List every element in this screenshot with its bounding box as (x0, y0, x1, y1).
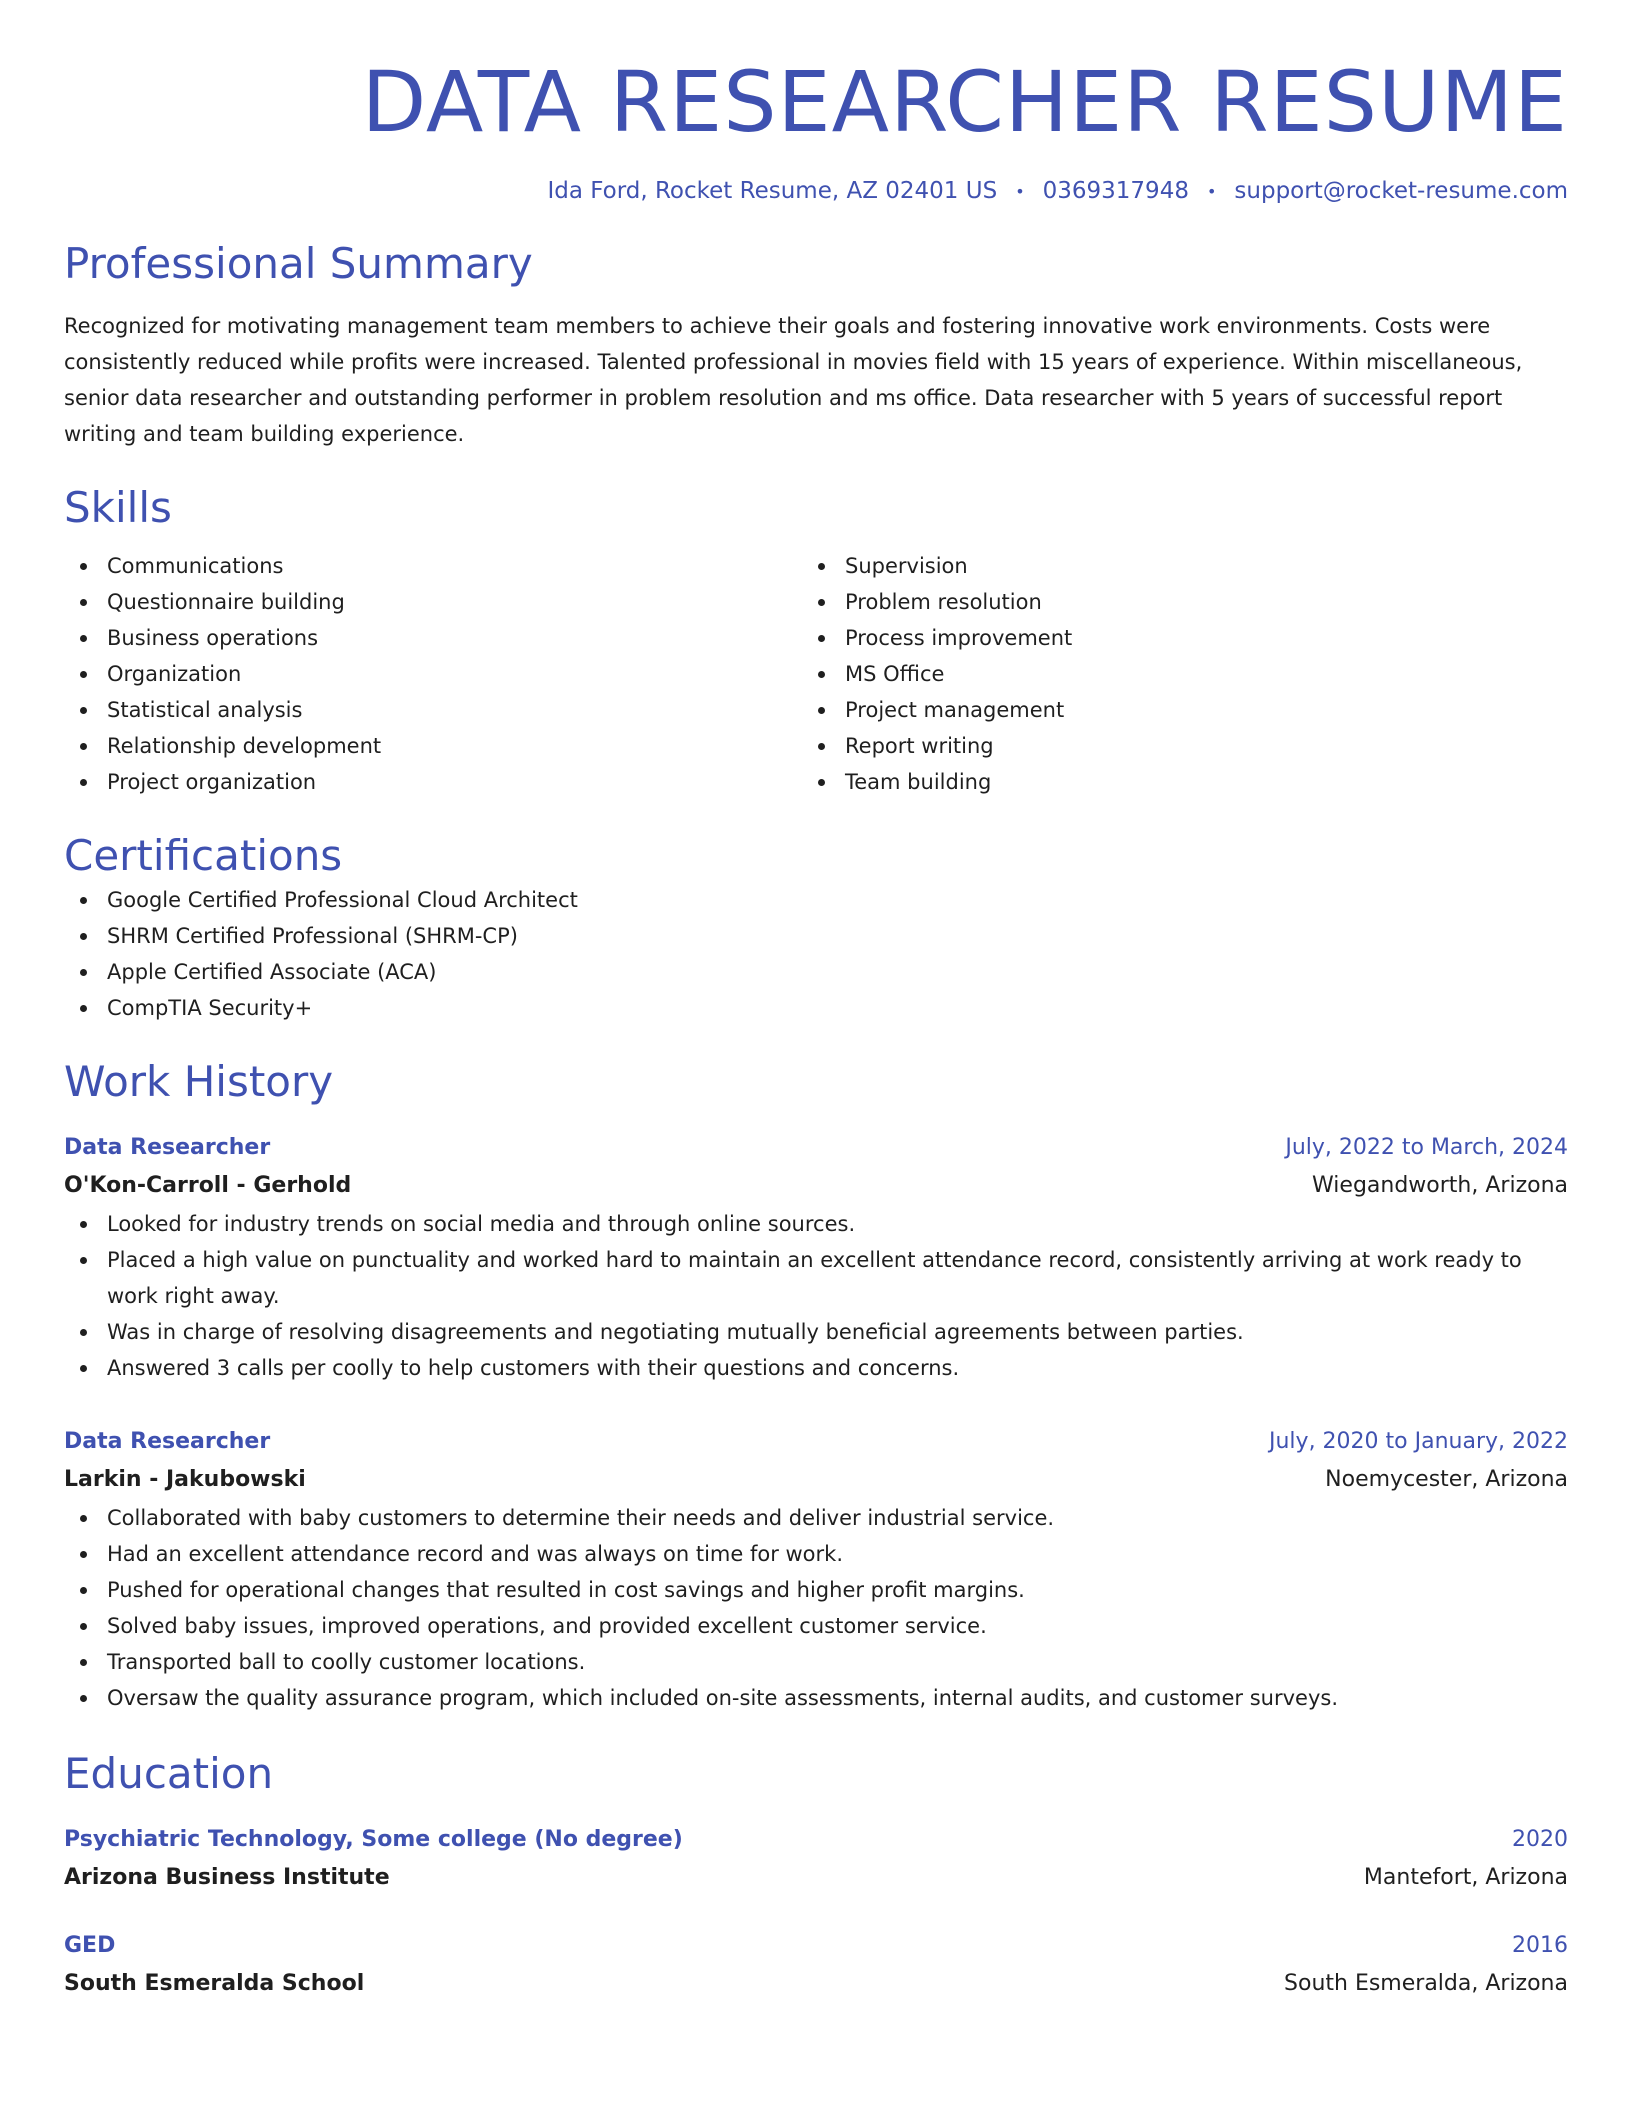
job-dates: July, 2020 to January, 2022 (1269, 1429, 1568, 1454)
job-bullet: Collaborated with baby customers to determine their needs and deliver industrial service. (64, 1500, 1568, 1536)
education-degree: GED (64, 1933, 116, 1958)
skill-item: Communications (64, 548, 802, 584)
certification-item: SHRM Certified Professional (SHRM-CP) (64, 918, 1568, 954)
job-bullet: Answered 3 calls per coolly to help customers with their questions and concerns. (64, 1350, 1568, 1386)
job-company: Larkin - Jakubowski (64, 1467, 306, 1492)
certification-item: CompTIA Security+ (64, 990, 1568, 1026)
education-heading: Education (64, 1749, 274, 1798)
education-school-row (64, 1858, 1568, 1898)
contact-line (64, 178, 1568, 204)
summary-heading: Professional Summary (64, 239, 533, 288)
job-company-row (64, 1166, 1568, 1206)
skill-item: Project management (802, 692, 1540, 728)
education-location: South Esmeralda, Arizona (1284, 1971, 1568, 1996)
education-header-row (64, 1822, 1568, 1858)
education-degree: Psychiatric Technology, Some college (No degree) (64, 1827, 683, 1852)
skill-item: Organization (64, 656, 802, 692)
job-location: Wiegandworth, Arizona (1312, 1173, 1568, 1198)
job-role: Data Researcher (64, 1429, 271, 1454)
job-header-row (64, 1130, 1568, 1166)
education-year: 2016 (1512, 1933, 1568, 1958)
skill-item: Process improvement (802, 620, 1540, 656)
job-bullet: Placed a high value on punctuality and worked hard to maintain an excellent attendance record, consistently arriving at work ready to work right away. (64, 1242, 1568, 1314)
certification-item: Google Certified Professional Cloud Architect (64, 882, 1568, 918)
education-location: Mantefort, Arizona (1363, 1865, 1568, 1890)
contact-separator: • (1206, 181, 1217, 201)
education-year: 2020 (1512, 1827, 1568, 1852)
certifications-list (64, 882, 1568, 1026)
skill-item: Business operations (64, 620, 802, 656)
contact-address: Ida Ford, Rocket Resume, AZ 02401 US (547, 178, 998, 204)
job-entry (64, 1424, 1568, 1716)
job-bullet: Was in charge of resolving disagreements and negotiating mutually beneficial agreements between parties. (64, 1314, 1568, 1350)
job-dates: July, 2022 to March, 2024 (1285, 1135, 1568, 1160)
job-bullets (64, 1500, 1568, 1716)
job-company-row (64, 1460, 1568, 1500)
skills-heading: Skills (64, 483, 172, 532)
contact-phone: 0369317948 (1042, 178, 1189, 204)
job-entry (64, 1130, 1568, 1386)
education-entry (64, 1822, 1568, 1898)
certifications-heading: Certifications (64, 831, 343, 880)
job-bullet: Transported ball to coolly customer locations. (64, 1644, 1568, 1680)
summary-text: Recognized for motivating management team members to achieve their goals and fostering innovative work environments. Costs were consistently reduced while profits were increased. Talented professional in movies field with 15 years of experience. Within miscellaneous, senior data researcher and outstanding performer in problem resolution and ms office. Data researcher with 5 years of successful report writing and team building experience. (64, 314, 1523, 446)
skill-item: Statistical analysis (64, 692, 802, 728)
job-bullets (64, 1206, 1568, 1386)
skill-item: Team building (802, 764, 1540, 800)
resume-title: DATA RESEARCHER RESUME (361, 53, 1568, 151)
skill-item: Problem resolution (802, 584, 1540, 620)
skills-grid (64, 548, 1568, 800)
skills-list-left (64, 548, 802, 800)
skill-item: Report writing (802, 728, 1540, 764)
education-school: Arizona Business Institute (64, 1865, 390, 1890)
job-company: O'Kon-Carroll - Gerhold (64, 1173, 352, 1198)
education-header-row (64, 1928, 1568, 1964)
education-school-row (64, 1964, 1568, 2004)
skill-item: MS Office (802, 656, 1540, 692)
resume-header (64, 52, 1568, 204)
job-bullet: Oversaw the quality assurance program, which included on-site assessments, internal audits, and customer surveys. (64, 1680, 1568, 1716)
education-school: South Esmeralda School (64, 1971, 365, 1996)
skill-item: Relationship development (64, 728, 802, 764)
education-entry (64, 1928, 1568, 2004)
job-bullet: Had an excellent attendance record and was always on time for work. (64, 1536, 1568, 1572)
skills-list-right (802, 548, 1540, 800)
skill-item: Supervision (802, 548, 1540, 584)
job-bullet: Pushed for operational changes that resulted in cost savings and higher profit margins. (64, 1572, 1568, 1608)
job-header-row (64, 1424, 1568, 1460)
job-role: Data Researcher (64, 1135, 271, 1160)
contact-separator: • (1015, 181, 1025, 201)
job-bullet: Solved baby issues, improved operations, and provided excellent customer service. (64, 1608, 1568, 1644)
certification-item: Apple Certified Associate (ACA) (64, 954, 1568, 990)
skill-item: Questionnaire building (64, 584, 802, 620)
work-history-heading: Work History (64, 1057, 334, 1106)
job-location: Noemycester, Arizona (1325, 1467, 1568, 1492)
job-bullet: Looked for industry trends on social media and through online sources. (64, 1206, 1568, 1242)
skill-item: Project organization (64, 764, 802, 800)
contact-email: support@rocket-resume.com (1234, 178, 1568, 204)
